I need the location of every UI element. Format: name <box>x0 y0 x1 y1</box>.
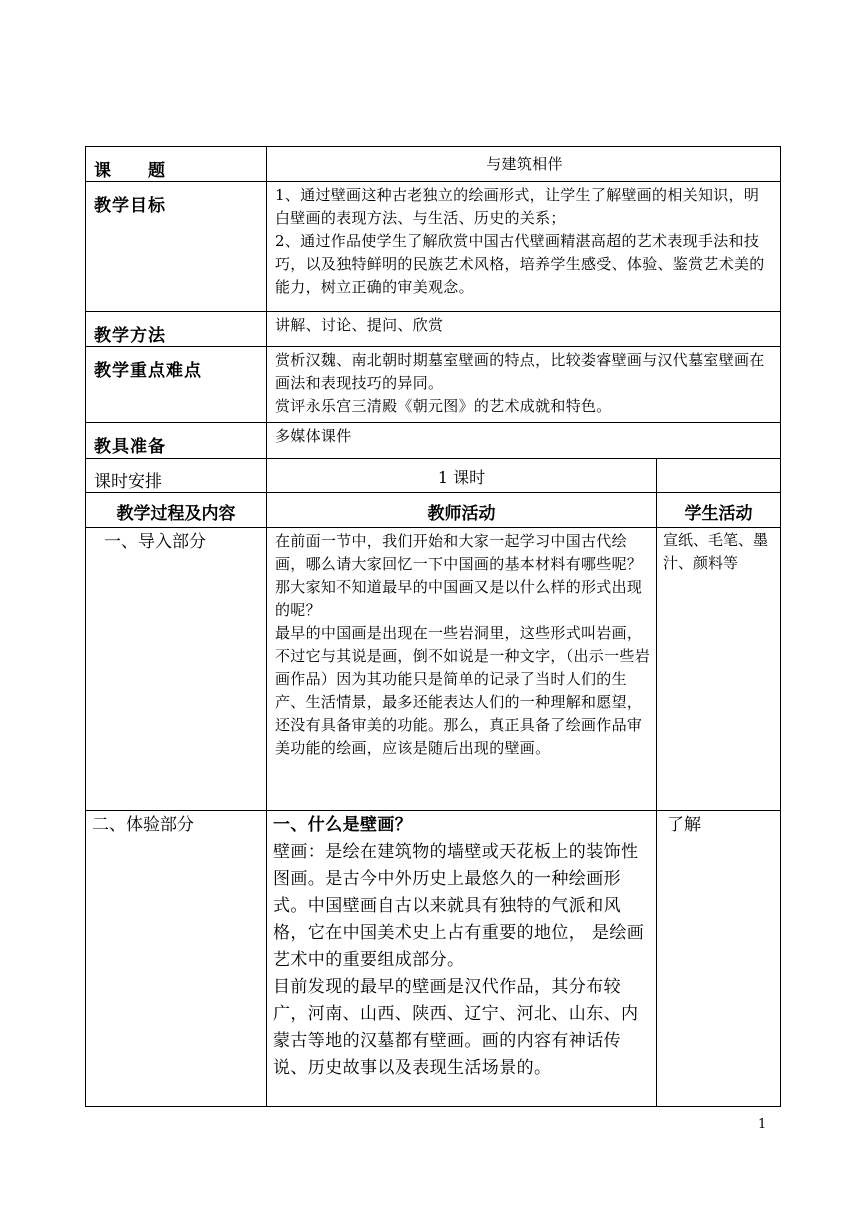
teacher-paragraph: 壁画：是绘在建筑物的墙壁或天花板上的装饰性图画。是古今中外历史上最悠久的一种绘画形式。中国壁画自古以来就具有独特的气派和风格，它在中国美术史上占有重要的地位， 是绘画艺术中的重要组成部分。 <box>273 842 645 970</box>
section-title: 二、体验部分 <box>86 811 267 1107</box>
tools-label: 教具准备 <box>86 423 267 459</box>
tools-value: 多媒体课件 <box>267 423 781 459</box>
objective-item: 2、通过作品使学生了解欣赏中国古代壁画精湛高超的艺术表现手法和技巧，以及独特鲜明的民族艺术风格，培养学生感受、体验、鉴赏艺术美的能力，树立正确的审美观念。 <box>275 232 765 296</box>
methods-label: 教学方法 <box>86 312 267 347</box>
page-number: 1 <box>758 1117 767 1132</box>
objective-item: 1、通过壁画这种古老独立的绘画形式，让学生了解壁画的相关知识，明白壁画的表现方法、与生活、历史的关系； <box>275 186 760 227</box>
header-content: 教学过程及内容 <box>86 493 267 528</box>
section-title: 一、导入部分 <box>86 528 267 811</box>
teacher-paragraph: 最早的中国画是出现在一些岩洞里，这些形式叫岩画，不过它与其说是画，倒不如说是一种文字，（出示一些岩画作品）因为其功能只是简单的记录了当时人们的生产、生活情景，最多还能表达人们的一种理解和愿望，还没有具备审美的功能。那么，真正具备了绘画作品审美功能的绘画，应该是随后出现的壁画。 <box>275 624 651 757</box>
objectives-cell <box>267 182 781 312</box>
process-header-row <box>86 493 781 528</box>
methods-row <box>86 312 781 347</box>
topic-label: 课 题 <box>86 147 267 182</box>
schedule-empty-cell <box>657 459 781 493</box>
schedule-value: 1 课时 <box>267 459 657 493</box>
teacher-activity <box>267 811 657 1107</box>
student-activity: 宣纸、毛笔、墨汁、颜料等 <box>657 528 781 811</box>
keypoints-row <box>86 347 781 423</box>
keypoint-item: 赏评永乐宫三清殿《朝元图》的艺术成就和特色。 <box>275 397 612 415</box>
keypoint-item: 赏析汉魏、南北朝时期墓室壁画的特点，比较娄睿壁画与汉代墓室壁画在画法和表现技巧的异同。 <box>275 351 765 392</box>
methods-value: 讲解、讨论、提问、欣赏 <box>267 312 781 347</box>
student-activity: 了解 <box>657 811 781 1107</box>
header-teacher: 教师活动 <box>267 493 657 528</box>
tools-row <box>86 423 781 459</box>
topic-row <box>86 147 781 182</box>
section-experience-row <box>86 811 781 1107</box>
schedule-row <box>86 459 781 493</box>
topic-value: 与建筑相伴 <box>267 147 781 182</box>
keypoints-label: 教学重点难点 <box>86 347 267 423</box>
lesson-plan-table <box>85 146 781 1107</box>
section-intro-row <box>86 528 781 811</box>
teacher-heading: 一、什么是壁画？ <box>273 815 413 835</box>
teacher-paragraph: 目前发现的最早的壁画是汉代作品，其分布较广，河南、山西、陕西、辽宁、河北、山东、内蒙古等地的汉墓都有壁画。画的内容有神话传说、历史故事以及表现生活场景的。 <box>273 977 639 1078</box>
objectives-label: 教学目标 <box>86 182 267 312</box>
schedule-label: 课时安排 <box>86 459 267 493</box>
header-student: 学生活动 <box>657 493 781 528</box>
objectives-row <box>86 182 781 312</box>
teacher-paragraph: 在前面一节中，我们开始和大家一起学习中国古代绘画，哪么请大家回忆一下中国画的基本材料有哪些呢？那大家知不知道最早的中国画又是以什么样的形式出现的呢？ <box>275 532 643 619</box>
teacher-activity <box>267 528 657 811</box>
keypoints-cell <box>267 347 781 423</box>
